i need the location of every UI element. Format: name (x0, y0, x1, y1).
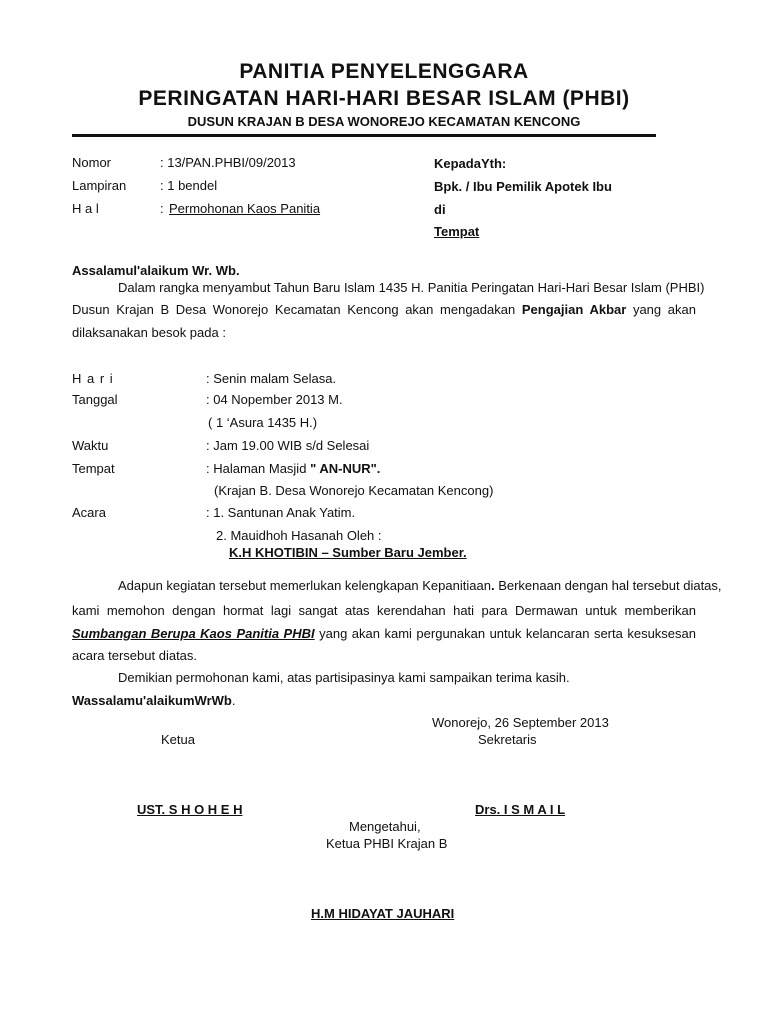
acara-label: Acara (72, 505, 106, 520)
letterhead-subtitle: DUSUN KRAJAN B DESA WONOREJO KECAMATAN KENCONG (187, 114, 581, 129)
sekretaris-title: Sekretaris (478, 732, 537, 747)
letterhead-title-2: PERINGATAN HARI-HARI BESAR ISLAM (PHBI) (138, 87, 630, 110)
ketua-signatory: UST. S H O H E H (137, 802, 243, 817)
intro-line-2-text: Dusun Krajan B Desa Wonorejo Kecamatan Kencong akan mengadakan (72, 302, 516, 317)
body-line-3-tail: yang akan kami pergunakan untuk kelancaran serta kesuksesan (319, 626, 696, 641)
ketua-title: Ketua (161, 732, 195, 747)
closing-dot: . (231, 693, 236, 708)
tanggal-value: : 04 Nopember 2013 M. (206, 392, 343, 407)
recipient-line-2: Bpk. / Ibu Pemilik Apotek Ibu (434, 179, 612, 194)
acara-item-1: : 1. Santunan Anak Yatim. (206, 505, 356, 520)
hari-label: H a r i (72, 371, 114, 386)
nomor-label: Nomor (72, 155, 112, 170)
letterhead-title-1: PANITIA PENYELENGGARA (239, 60, 529, 83)
pengajian-akbar: Pengajian Akbar (521, 302, 627, 317)
sumbangan-highlight: Sumbangan Berupa Kaos Panitia PHBI (72, 626, 315, 641)
intro-line-2 (72, 302, 696, 317)
waktu-label: Waktu (72, 438, 109, 453)
hari-value: : Senin malam Selasa. (206, 371, 337, 386)
recipient-line-3: di (434, 202, 446, 217)
sekretaris-signatory: Drs. I S M A I L (475, 802, 566, 817)
recipient-line-4: Tempat (434, 224, 480, 239)
place-date: Wonorejo, 26 September 2013 (432, 715, 609, 730)
tempat-detail: (Krajan B. Desa Wonorejo Kecamatan Kencong) (214, 483, 494, 498)
body-paragraph-2: Demikian permohonan kami, atas partisipasinya kami sampaikan terima kasih. (118, 670, 570, 685)
tanggal-hijri: ( 1 ‘Asura 1435 H.) (208, 415, 318, 430)
intro-line-1: Dalam rangka menyambut Tahun Baru Islam 1435 H. Panitia Peringatan Hari-Hari Besar Islam (PHBI) (118, 280, 705, 295)
recipient-line-1: KepadaYth: (434, 156, 507, 171)
tempat-value (206, 461, 380, 476)
tempat-label: Tempat (72, 461, 115, 476)
body-line-2: kami memohon dengan hormat lagi sangat atas kerendahan hati para Dermawan untuk memberikan (72, 603, 696, 618)
body-line-1 (118, 578, 722, 593)
intro-line-2-tail: yang akan (632, 302, 696, 317)
nomor-value: : 13/PAN.PHBI/09/2013 (160, 155, 296, 170)
masjid-name: " AN-NUR". (310, 461, 381, 476)
closing (72, 693, 235, 708)
waktu-value: : Jam 19.00 WIB s/d Selesai (206, 438, 370, 453)
speaker-name: K.H KHOTIBIN – Sumber Baru Jember. (229, 545, 467, 560)
ketua-phbi-title: Ketua PHBI Krajan B (326, 836, 448, 851)
lampiran-value: : 1 bendel (160, 178, 218, 193)
body-line-1-text: Adapun kegiatan tersebut memerlukan kelengkapan Kepanitiaan (118, 578, 491, 593)
intro-line-3: dilaksanakan besok pada : (72, 325, 226, 340)
body-line-3 (72, 626, 696, 641)
body-line-1-dot: . (490, 578, 495, 593)
hal-label: H a l (72, 201, 99, 216)
hal-value: Permohonan Kaos Panitia (169, 201, 321, 216)
closing-text: Wassalamu'alaikumWrWb (72, 693, 232, 708)
ketua-phbi-signatory: H.M HIDAYAT JAUHARI (311, 906, 455, 921)
body-line-1-tail: Berkenaan dengan hal tersebut diatas, (498, 578, 722, 593)
tanggal-label: Tanggal (72, 392, 118, 407)
lampiran-label: Lampiran (72, 178, 127, 193)
acara-item-2: 2. Mauidhoh Hasanah Oleh : (216, 528, 382, 543)
body-line-4: acara tersebut diatas. (72, 648, 198, 663)
greeting: Assalamul'alaikum Wr. Wb. (72, 263, 240, 278)
letterhead-divider (72, 134, 656, 137)
mengetahui-label: Mengetahui, (349, 819, 421, 834)
tempat-value-text: : Halaman Masjid (206, 461, 307, 476)
hal-colon: : (160, 201, 164, 216)
